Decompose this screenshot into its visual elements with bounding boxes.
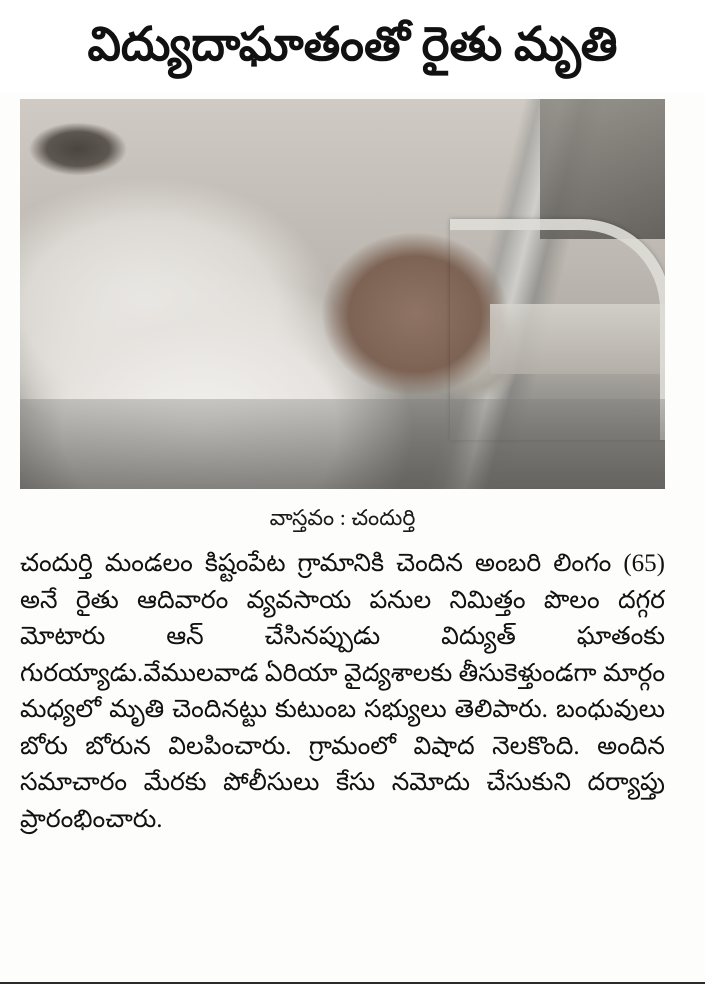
footer-divider: [0, 982, 705, 1006]
article-body-block: [20, 505, 665, 838]
article-body-text: చందుర్తి మండలం కిష్టంపేట గ్రామానికి చెందిన అంబరి లింగం (65) అనే రైతు ఆదివారం వ్యవసాయ పనుల నిమిత్తం పొలం దగ్గర మోటారు ఆన్ చేసినప్పుడు విద్యుత్ ఘాతంకు గురయ్యాడు.వేములవాడ ఏరియా వైద్యశాలకు తీసుకెళ్తుండగా మార్గం మధ్యలో మృతి చెందినట్టు కుటుంబ సభ్యులు తెలిపారు. బంధువులు బోరు బోరున విలపించారు. గ్రామంలో విషాద నెలకొంది. అందిన సమాచారం మేరకు పోలీసులు కేసు నమోదు చేసుకుని దర్యాప్తు ప్రారంభించారు.: [20, 550, 665, 833]
deceased-farmer-on-stretcher-photo: [20, 99, 665, 489]
page-title: విద్యుదాఘాతంతో రైతు మృతి: [87, 19, 618, 72]
dateline: వాస్తవం : చందుర్తి: [269, 505, 416, 530]
photo-foreground-shadow: [20, 399, 665, 489]
article-photo: [20, 99, 665, 489]
headline-block: [0, 0, 705, 92]
photo-background-panel: [540, 99, 665, 239]
